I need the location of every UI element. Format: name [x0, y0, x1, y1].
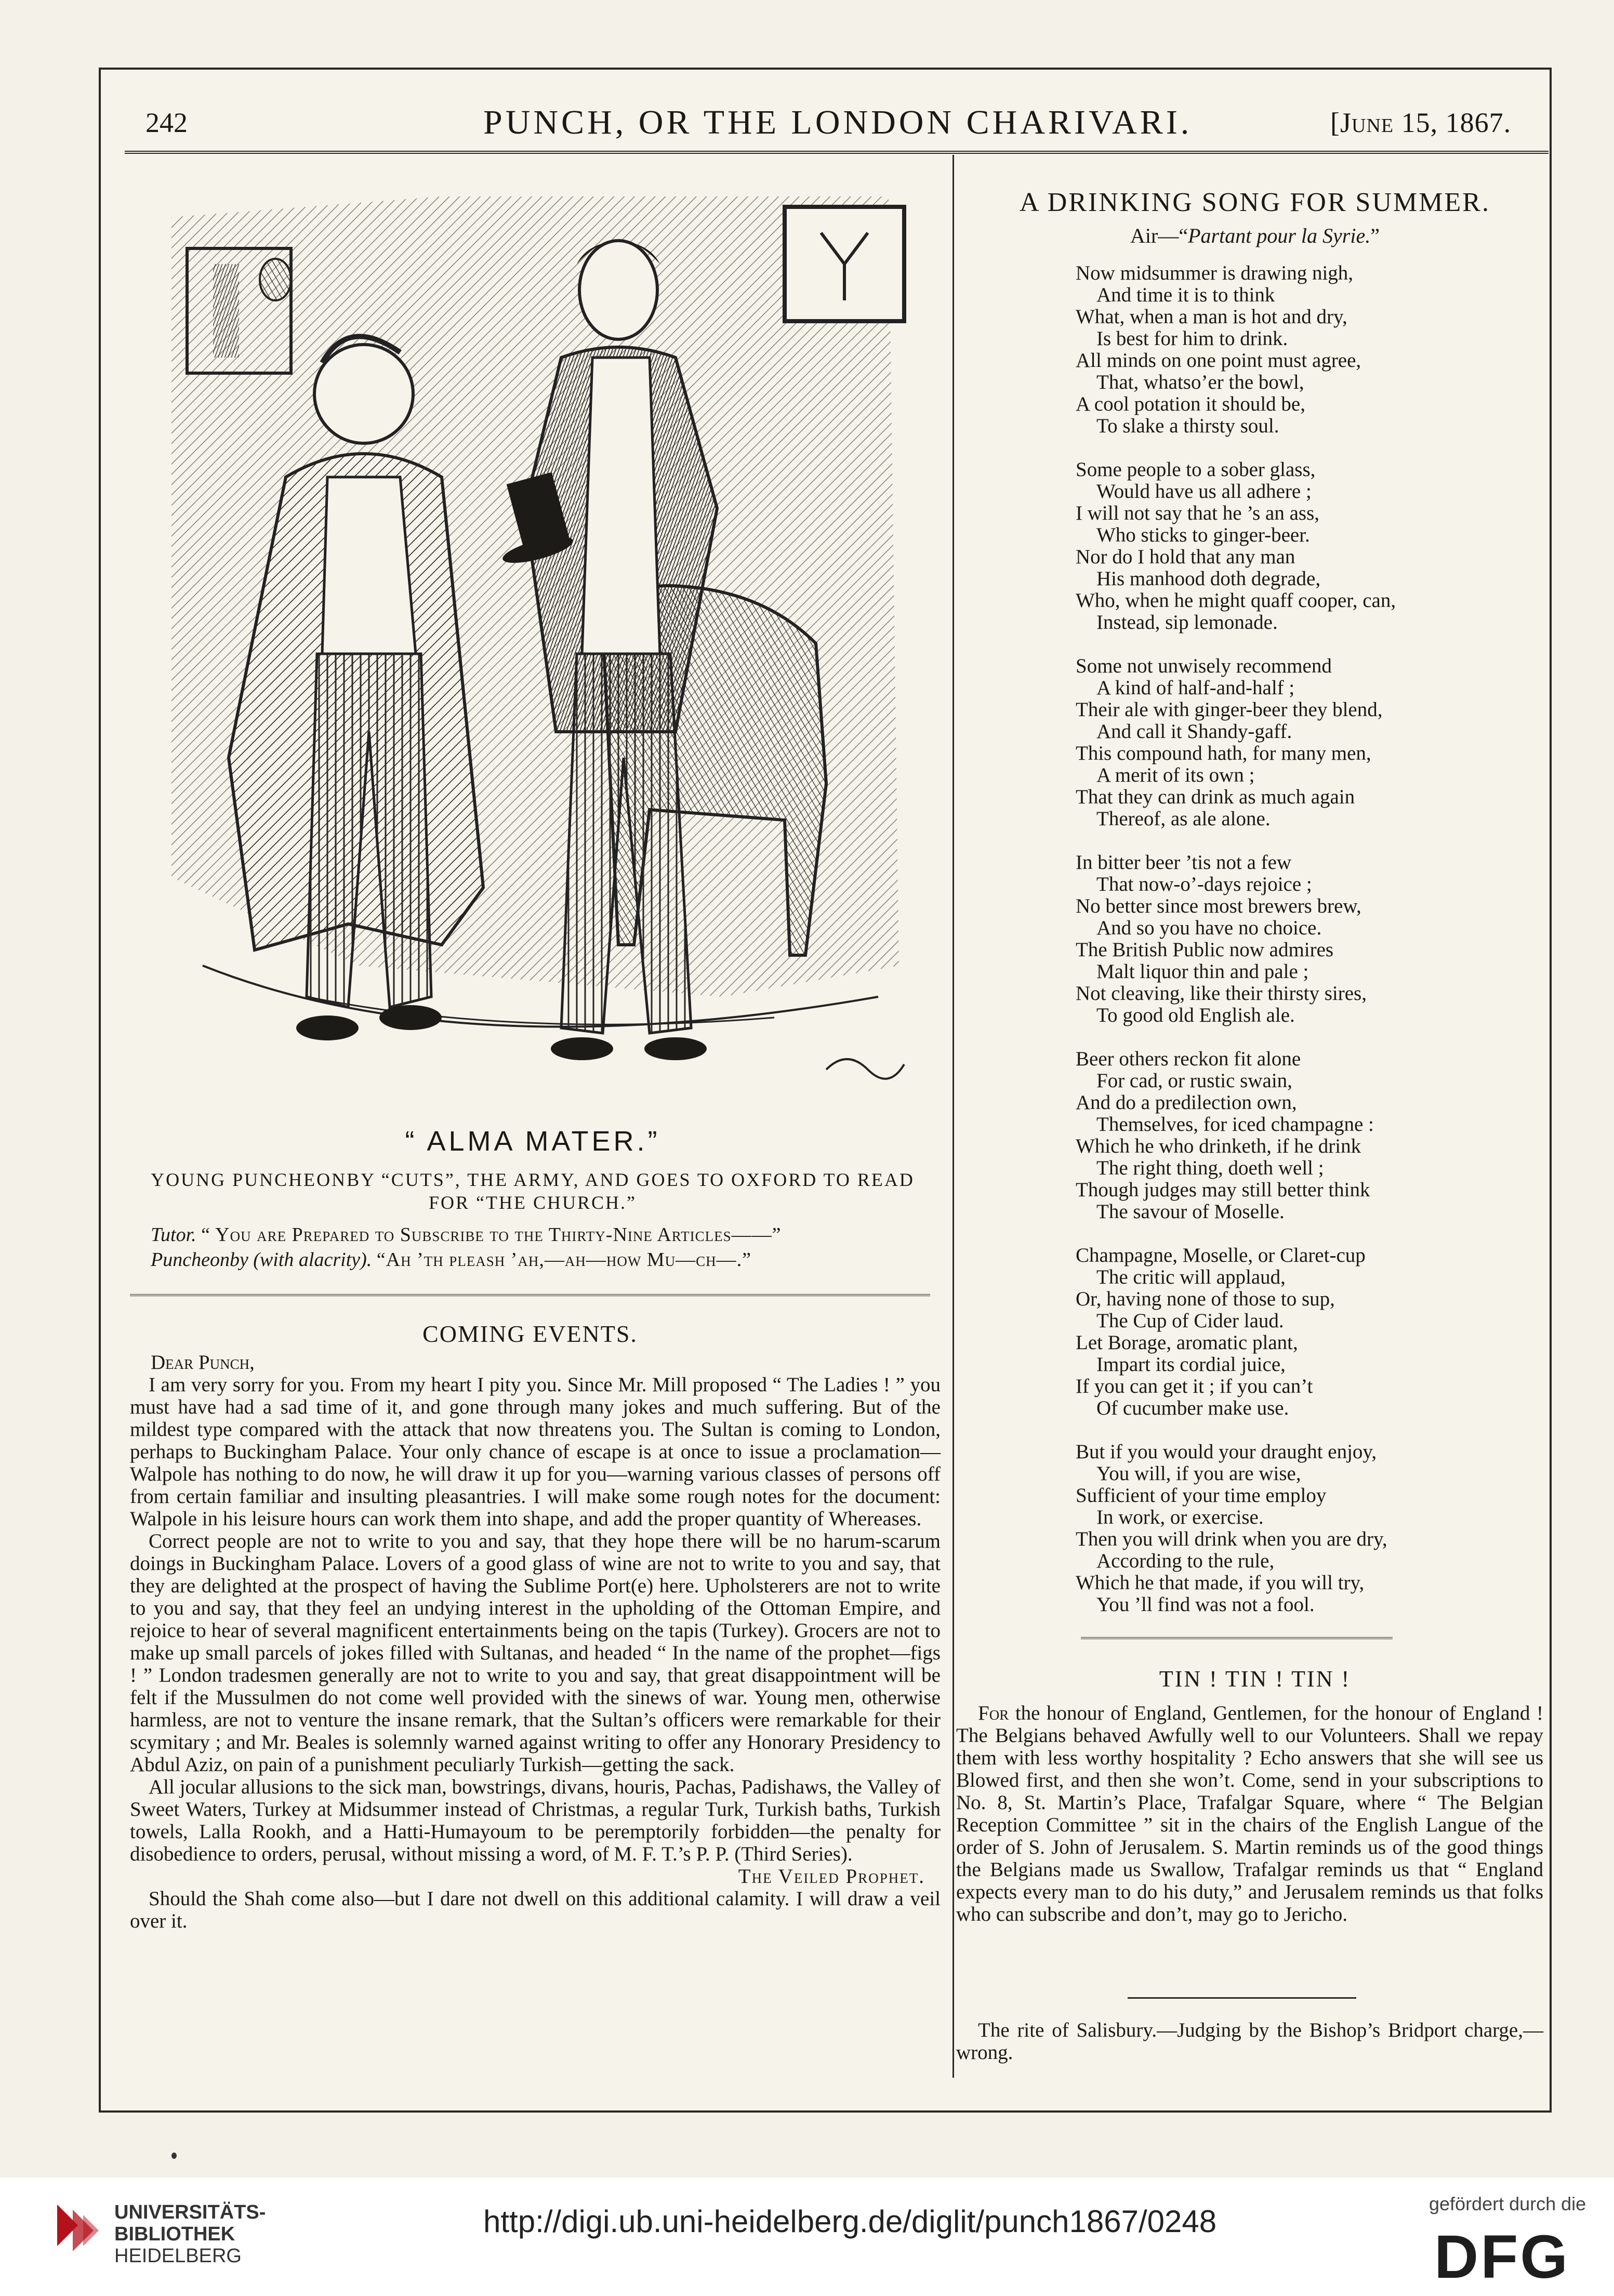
song-air — [967, 223, 1543, 248]
section-divider — [1081, 1637, 1393, 1639]
institution-name — [114, 2201, 266, 2267]
verse-line: Now midsummer is drawing nigh, — [1076, 262, 1354, 284]
verse-line: A cool potation it should be, — [1076, 393, 1305, 415]
verse-line: The Cup of Cider laud. — [1096, 1310, 1284, 1332]
verse-line: Champagne, Moselle, or Claret-cup — [1076, 1244, 1366, 1266]
header-rule — [125, 151, 1549, 154]
verse-line: Beer others reckon fit alone — [1076, 1048, 1301, 1070]
verse-line: In work, or exercise. — [1096, 1506, 1264, 1528]
funded-by-label: gefördert durch die — [1429, 2193, 1586, 2214]
verse-line: His manhood doth degrade, — [1096, 568, 1321, 590]
stanza — [1076, 655, 1543, 830]
verse-line: In bitter beer ’tis not a few — [1076, 851, 1292, 874]
verse-line: Some not unwisely recommend — [1076, 655, 1332, 677]
verse-line: Which he that made, if you will try, — [1076, 1572, 1365, 1594]
verse-line: For cad, or rustic swain, — [1096, 1070, 1292, 1092]
tin-title: TIN ! TIN ! TIN ! — [1159, 1666, 1351, 1692]
postscript: Should the Shah come also—but I dare not dwell on this additional calamity. I will draw a veil over it. — [130, 1888, 941, 1932]
verse-line: Or, having none of those to sup, — [1076, 1288, 1335, 1310]
salutation: Dear Punch, — [151, 1351, 255, 1374]
verse-line: No better since most brewers brew, — [1076, 895, 1361, 917]
verse-line: Some people to a sober glass, — [1076, 458, 1316, 481]
verse-line: Impart its cordial juice, — [1096, 1353, 1286, 1376]
rite-text: The rite of Salisbury.—Judging by the Bishop’s Bridport charge,— wrong. — [956, 2019, 1543, 2064]
verse-line: What, when a man is hot and dry, — [1076, 306, 1347, 328]
dialog-line-puncheonby — [151, 1247, 930, 1272]
stanza — [1076, 852, 1543, 1026]
verse-line: Not cleaving, like their thirsty sires, — [1076, 982, 1367, 1005]
print-mark — [171, 2153, 177, 2159]
verse-line: And call it Shandy-gaff. — [1096, 720, 1292, 743]
verse-line: That they can drink as much again — [1076, 786, 1355, 808]
verse-line: To slake a thirsty soul. — [1096, 415, 1279, 437]
verse-line: That now-o’-days rejoice ; — [1096, 873, 1312, 895]
cartoon-subtitle — [145, 1168, 920, 1214]
signature: The Veiled Prophet. — [738, 1865, 925, 1888]
institution-line: HEIDELBERG — [114, 2245, 242, 2267]
dialog-speaker: Puncheonby (with alacrity). — [151, 1249, 372, 1271]
column-rule — [952, 155, 954, 2078]
verse-line: Let Borage, aromatic plant, — [1076, 1331, 1298, 1354]
verse-line: Of cucumber make use. — [1096, 1397, 1289, 1419]
verse-line: Sufficient of your time employ — [1076, 1484, 1327, 1507]
verse-line: You ’ll find was not a fool. — [1096, 1593, 1315, 1616]
air-tune: Partant pour la Syrie. — [1188, 224, 1371, 247]
verse-line: Who, when he might quaff cooper, can, — [1076, 589, 1396, 612]
coming-events-body — [130, 1351, 941, 1932]
verse-line: But if you would your draught enjoy, — [1076, 1441, 1377, 1463]
verse-line: Would have us all adhere ; — [1096, 480, 1312, 503]
verse-line: And so you have no choice. — [1096, 917, 1322, 939]
stanza — [1076, 459, 1543, 634]
cartoon-subtitle-line: FOR “THE CHURCH.” — [429, 1192, 637, 1213]
coming-events-title: COMING EVENTS. — [422, 1321, 638, 1347]
verse-line: Thereof, as ale alone. — [1096, 808, 1271, 830]
running-title: PUNCH, OR THE LONDON CHARIVARI. — [483, 103, 1193, 141]
institution-line: UNIVERSITÄTS- — [114, 2201, 266, 2223]
verse-line: A merit of its own ; — [1096, 764, 1255, 786]
tin-lead: For — [978, 1702, 1009, 1724]
stanza — [1076, 1245, 1543, 1419]
dialog-line-tutor — [151, 1222, 930, 1247]
permalink[interactable]: http://digi.ub.uni-heidelberg.de/diglit/punch1867/0248 — [483, 2204, 1217, 2239]
cartoon-subtitle-line: YOUNG PUNCHEONBY “CUTS”, THE ARMY, AND GOES TO OXFORD TO READ — [151, 1169, 915, 1190]
song-verses — [1076, 262, 1543, 1638]
tin-text: the honour of England, Gentlemen, for the honour of England ! The Belgians behaved Awfully well to our Volunteers. Shall we repay them with less worthy hospitality ? Echo answers that she will see us Blowed first, and then she won’t. Come, send in your subscriptions to No. 8, St. Martin’s Place, Trafalgar Square, where “ The Belgian Reception Committee ” sit in the chairs of the English Langue of the order of S. John of Jerusalem. S. Martin reminds us of the good things the Belgians made us Swallow, Trafalgar reminds us that “ England expects every man to do his duty,” and Jerusalem reminds us that folks who can subscribe and don’t, may go to Jericho. — [956, 1702, 1544, 1925]
verse-line: Themselves, for iced champagne : — [1096, 1113, 1374, 1136]
cartoon-dialog — [151, 1222, 930, 1272]
section-divider — [1128, 1997, 1356, 1999]
verse-line: According to the rule, — [1096, 1550, 1275, 1572]
verse-line: That, whatso’er the bowl, — [1096, 371, 1304, 393]
verse-line: Their ale with ginger-beer they blend, — [1076, 698, 1383, 721]
verse-line: Which he who drinketh, if he drink — [1076, 1135, 1361, 1157]
verse-line: This compound hath, for many men, — [1076, 742, 1371, 764]
verse-line: The right thing, doeth well ; — [1096, 1157, 1324, 1179]
verse-line: All minds on one point must agree, — [1076, 349, 1361, 372]
dialog-text: “Ah ’th pleash ’ah,—ah—how Mu—ch—.” — [376, 1249, 752, 1271]
song-title: A DRINKING SONG FOR SUMMER. — [1020, 188, 1490, 217]
dialog-text: “ You are Prepared to Subscribe to the Thirty-Nine Articles——” — [201, 1224, 782, 1246]
article-paragraph: All jocular allusions to the sick man, bowstrings, divans, houris, Pachas, Padishaws, the Valley of Sweet Waters, Turkey at Midsummer instead of Christmas, a regular Turk, Turkish baths, Turkish towels, Lalla Rookh, and a Hatti-Humayoum to be peremptorily forbidden—the penalty for disobedience to orders, perusal, without missing a word, of M. F. T.’s P. P. (Third Series). — [130, 1776, 941, 1865]
verse-line: The critic will applaud, — [1096, 1266, 1286, 1288]
dialog-speaker: Tutor. — [151, 1224, 196, 1246]
tin-body — [956, 1702, 1543, 1925]
verse-line: Nor do I hold that any man — [1076, 546, 1295, 568]
tin-paragraph — [956, 1702, 1543, 1925]
page-number: 242 — [145, 107, 188, 138]
verse-line: You will, if you are wise, — [1096, 1462, 1301, 1485]
alma-mater-illustration — [151, 186, 915, 1119]
stanza — [1076, 262, 1543, 437]
verse-line: To good old English ale. — [1096, 1004, 1295, 1026]
verse-line: Is best for him to drink. — [1096, 327, 1288, 350]
verse-line: The savour of Moselle. — [1096, 1200, 1285, 1223]
air-label: Air—“ — [1130, 224, 1188, 247]
verse-line: The British Public now admires — [1076, 939, 1334, 961]
issue-date: [June 15, 1867. — [1330, 107, 1512, 138]
verse-line: And time it is to think — [1096, 284, 1275, 306]
air-close: ” — [1370, 224, 1380, 247]
verse-line: Who sticks to ginger-beer. — [1096, 524, 1310, 546]
institution-line: BIBLIOTHEK — [114, 2223, 235, 2245]
verse-line: Malt liquor thin and pale ; — [1096, 960, 1309, 983]
verse-line: Then you will drink when you are dry, — [1076, 1528, 1387, 1550]
stanza — [1076, 1048, 1543, 1223]
stanza — [1076, 1441, 1543, 1616]
university-logo-icon — [52, 2199, 102, 2262]
article-paragraph: I am very sorry for you. From my heart I pity you. Since Mr. Mill proposed “ The Ladies ! ” you must have had a sad time of it, and gone through many jokes and much suffering. But of the mildest type compared with the attack that now threatens you. The Sultan is coming to London, perhaps to Buckingham Palace. Your only chance of escape is at once to issue a proclamation—Walpole has nothing to do now, he will draw it up for you—warning various classes of persons off from certain familiar and insulting pleasantries. I will make some rough notes for the document: Walpole in his leisure hours can work them into shape, and add the proper quantity of Whereases. — [130, 1374, 941, 1530]
article-paragraph: Correct people are not to write to you and say, that they hope there will be no harum-scarum doings in Buckingham Palace. Lovers of a good glass of wine are not to write to you and say, that they are delighted at the prospect of having the Sublime Port(e) here. Upholsterers are not to write to you and say, that they feel an undying interest in the upholding of the Ottoman Empire, and rejoice to hear of several magnificent entertainments being on the tapis (Turkey). Grocers are not to make up small parcels of jokes filled with Sultanas, and headed “ In the name of the prophet—figs ! ” London tradesmen generally are not to write to you and say, that great disappointment will be felt if the Mussulmen do not come well provided with the sinews of war. Young men, otherwise harmless, are not to venture the insane remark, that the Sultan’s officers were remarkable for their scymitary ; and Mr. Beales is solemnly warned against writing to offer any Honorary Presidency to Abdul Aziz, on pain of a punishment peculiarly Turkish—getting the sack. — [130, 1530, 941, 1776]
verse-line: A kind of half-and-half ; — [1096, 677, 1295, 699]
verse-line: If you can get it ; if you can’t — [1076, 1375, 1313, 1397]
section-divider — [130, 1294, 930, 1296]
cartoon-title: “ ALMA MATER.” — [405, 1126, 660, 1157]
verse-line: And do a predilection own, — [1076, 1091, 1297, 1114]
verse-line: I will not say that he ’s an ass, — [1076, 502, 1320, 524]
dfg-logo: DFG — [1434, 2223, 1570, 2291]
verse-line: Though judges may still better think — [1076, 1179, 1370, 1201]
verse-line: Instead, sip lemonade. — [1096, 611, 1278, 634]
rite-paragraph — [956, 2019, 1543, 2064]
